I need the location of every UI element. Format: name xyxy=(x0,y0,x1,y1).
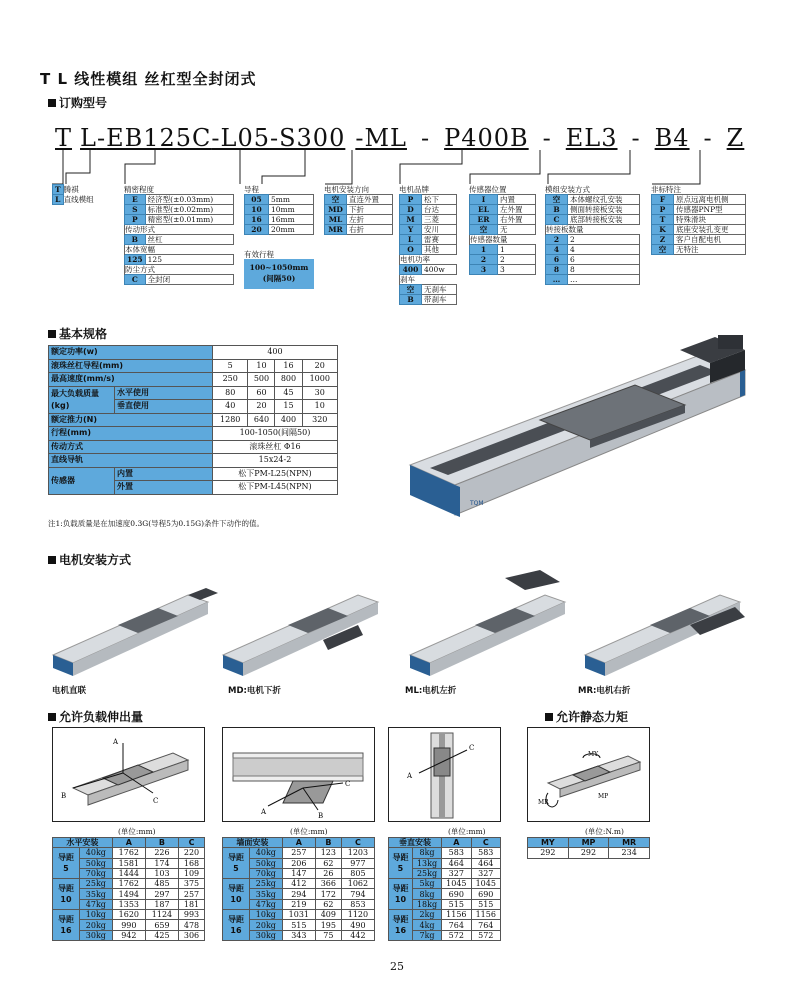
page-number: 25 xyxy=(390,960,404,973)
order-table-lead: 05 5mm 10 10mm 16 16mm 20 20mm xyxy=(244,194,314,235)
svg-text:C: C xyxy=(153,797,159,805)
order-table-precision: E 经济型(±0.03mm) S 标准型(±0.02mm) P 精密型(±0.01mm) 传动形式 B 丝杠 本体宽幅 125 125 防尘方式 C 全封闭 xyxy=(124,194,234,285)
model-part: - xyxy=(420,124,431,152)
unit-label: (单位:mm) xyxy=(448,827,486,836)
square-bullet-icon xyxy=(545,713,553,721)
vertical-diagram xyxy=(389,728,500,821)
motor-caption-left: ML:电机左折 xyxy=(405,686,457,696)
svg-text:B: B xyxy=(318,812,324,820)
order-col5-header: 电机品牌 xyxy=(399,185,429,194)
motor-caption-down: MD:电机下折 xyxy=(228,686,281,696)
model-part: B4 xyxy=(654,124,690,152)
svg-text:A: A xyxy=(113,738,119,746)
square-bullet-icon xyxy=(48,330,56,338)
order-col3-header: 导程 xyxy=(244,185,259,194)
order-col4-header: 电机安装方向 xyxy=(324,185,369,194)
unit-label: (单位:N.m) xyxy=(585,827,624,836)
unit-label: (单位:mm) xyxy=(118,827,156,836)
model-part: - xyxy=(703,124,713,152)
motor-direct-image xyxy=(48,580,218,680)
linear-module-image xyxy=(400,335,760,520)
page-title: T L 线性模组 丝杠型全封闭式 xyxy=(40,70,257,88)
svg-text:MR: MR xyxy=(538,799,549,806)
order-stroke-header: 有效行程 xyxy=(244,250,274,259)
motor-down-image xyxy=(218,580,388,680)
model-part: -L05 xyxy=(211,124,270,152)
model-part: L xyxy=(80,124,97,152)
order-col8-header: 非标特注 xyxy=(651,185,681,194)
diagram-wall xyxy=(222,727,375,822)
svg-text:A: A xyxy=(261,808,267,816)
square-bullet-icon xyxy=(48,99,56,107)
order-table-motor-dir: 空 直连外置 MD 下折 ML 左折 MR 右折 xyxy=(324,194,393,235)
motor-right-image xyxy=(580,575,750,680)
model-part: -S300 xyxy=(269,124,346,152)
load-table-wall: 墙面安装 A B C 导距 5 40kg 257 123 1203 50kg 206 62 977 70kg 147 26 805 导距 10 25kg 412 366 1062 35kg 294 172 794 47kg 219 62 853 导距 16 10kg 1031 409 1120 20kg 515 195 490 30kg 343 75 442 xyxy=(222,837,375,941)
motor-caption-direct: 电机直联 xyxy=(52,686,87,696)
horizontal-diagram xyxy=(53,728,204,821)
order-table-sensor: I 内置 EL 左外置 ER 右外置 空 无 传感器数量 1 1 2 2 3 3 xyxy=(469,194,536,275)
section-order: 订购型号 xyxy=(48,94,107,111)
svg-text:C: C xyxy=(469,744,475,752)
model-part: - xyxy=(542,124,552,152)
svg-text:MY: MY xyxy=(588,751,599,758)
moment-diagram xyxy=(528,728,649,821)
connector-lines xyxy=(0,148,800,188)
diagram-vertical xyxy=(388,727,501,822)
order-table-motor-brand: P 松下 D 台达 M 三菱 Y 安川 L 雷赛 O 其他 电机功率 400 400w 刹车 空 无刹车 B 带刹车 xyxy=(399,194,457,305)
unit-label: (单位:mm) xyxy=(290,827,328,836)
model-part: -ML xyxy=(355,124,407,152)
model-part: EL3 xyxy=(565,124,618,152)
order-col6-header: 传感器位置 xyxy=(469,185,507,194)
diagram-moment xyxy=(527,727,650,822)
svg-text:MP: MP xyxy=(598,793,609,800)
motor-left-image xyxy=(405,570,575,680)
square-bullet-icon xyxy=(48,713,56,721)
square-bullet-icon xyxy=(48,556,56,564)
diagram-horizontal xyxy=(52,727,205,822)
model-part: P400B xyxy=(444,124,529,152)
model-part: T xyxy=(55,124,73,152)
order-table-series: T 腾祺 L 直线模组 xyxy=(52,184,119,205)
order-stroke-box: 100~1050mm (间隔50) xyxy=(244,259,314,289)
order-col2-header: 精密程度 xyxy=(124,185,154,194)
spec-table: 额定功率(w) 400 滚珠丝杠导程(mm) 5 10 16 20 最高速度(mm/s) 250 500 800 1000 最大负载质量 (kg) 水平使用 80 60 45 30 垂直使用 40 20 15 10 额定推力(N) 1280 640 400 320 行程(mm) 100-1050(间隔50) 传动方式 滚珠丝杠 Φ16 直线导轨 15x24-2 传感器 内置 松下PM-L25(NPN) 外置 松下PM-L45(NPN) xyxy=(48,345,338,495)
svg-text:A: A xyxy=(407,772,413,780)
order-table-special: F 原点远离电机侧 P 传感器PNP型 T 特殊滑块 K 底座安装孔变更 Z 客户自配电机 空 无特注 xyxy=(651,194,746,255)
section-spec: 基本规格 xyxy=(48,325,107,342)
svg-text:B: B xyxy=(61,792,67,800)
model-part: Z xyxy=(726,124,745,152)
svg-text:C: C xyxy=(345,780,351,788)
section-moment: 允许静态力矩 xyxy=(545,708,628,725)
order-table-mount: 空 本体螺纹孔安装 B 侧面转接板安装 C 底部转接板安装 转接板数量 2 2 4 4 6 6 8 8 … … xyxy=(545,194,640,285)
model-part: - xyxy=(631,124,641,152)
section-load: 允许负载伸出量 xyxy=(48,708,143,725)
load-table-vertical: 垂直安装 A C 导距 5 8kg 583 583 13kg 464 464 25kg 327 327 导距 10 5kg 1045 1045 8kg 690 690 18kg 515 515 导距 16 2kg 1156 1156 4kg 764 764 7kg 572 572 xyxy=(388,837,501,941)
order-col7-header: 模组安装方式 xyxy=(545,185,590,194)
spec-note: 注1:负载质量是在加速度0.3G(导程5为0.15G)条件下动作的值。 xyxy=(48,519,265,528)
section-motor: 电机安装方式 xyxy=(48,551,131,568)
moment-table: MY MP MR 292 292 234 xyxy=(527,837,650,859)
model-part: -EB125C xyxy=(96,124,212,152)
load-table-horizontal: 水平安装 A B C 导距 5 40kg 1762 226 220 50kg 1581 174 168 70kg 1444 103 109 导距 10 25kg 1762 485 375 35kg 1494 297 257 47kg 1353 187 181 导距 16 10kg 1620 1124 993 20kg 990 659 478 30kg 942 425 306 xyxy=(52,837,205,941)
motor-caption-right: MR:电机右折 xyxy=(578,686,631,696)
logo: TQM xyxy=(470,500,484,507)
wall-diagram xyxy=(223,728,374,821)
